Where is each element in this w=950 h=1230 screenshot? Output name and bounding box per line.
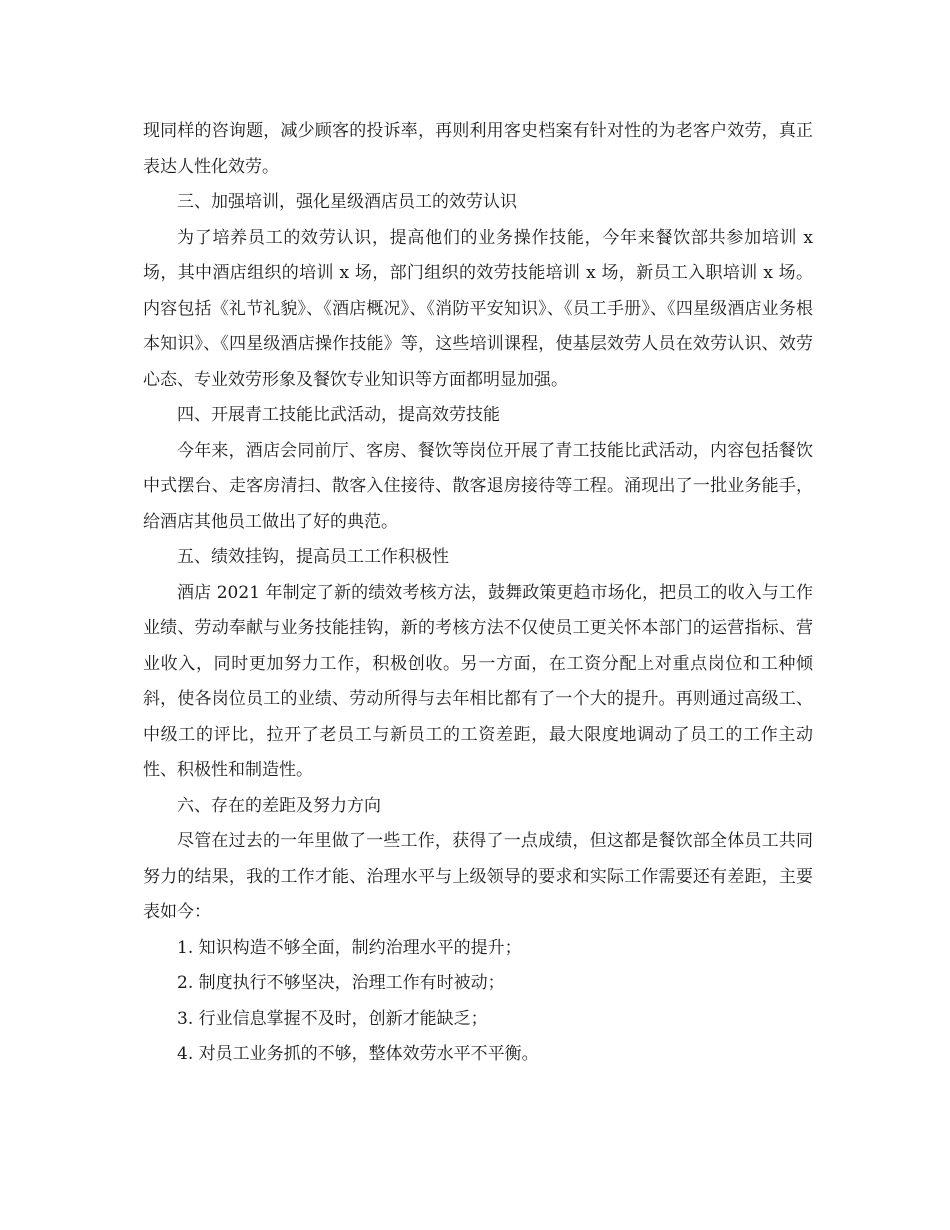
section-heading-6: 六、存在的差距及努力方向 [177, 795, 381, 816]
list-item: 4. 对员工业务抓的不够，整体效劳水平不平衡。 [177, 1044, 539, 1064]
paragraph-training: 为了培养员工的效劳认识，提高他们的业务操作技能，今年来餐饮部共参加培训 x 场，其中酒店组织的培训 x 场，部门组织的效劳技能培训 x 场，新员工入职培训 x 场。内容包括《礼节礼貌》、《酒店概况》、《消防平安知识》、《员工手册》、《四星级酒店业务根本知识》、《四星级酒店操作技能》等，这些培训课程，使基层效劳人员在效劳认识、效劳心态、专业效劳形象及餐饮专业知识等方面都明显加强。 [143, 227, 813, 390]
paragraph-skills-competition: 今年来，酒店会同前厅、客房、餐饮等岗位开展了青工技能比武活动，内容包括餐饮中式摆台、走客房清扫、散客入住接待、散客退房接待等工程。涌现出了一批业务能手，给酒店其他员工做出了好的典范。 [143, 440, 813, 532]
paragraph-gaps: 尽管在过去的一年里做了一些工作，获得了一点成绩，但这都是餐饮部全体员工共同努力的结果，我的工作才能、治理水平与上级领导的要求和实际工作需要还有差距，主要表如今： [143, 831, 813, 922]
list-item: 2. 制度执行不够坚决，治理工作有时被动； [177, 973, 505, 993]
list-item: 1. 知识构造不够全面，制约治理水平的提升； [177, 937, 522, 958]
section-heading-3: 三、加强培训，强化星级酒店员工的效劳认识 [177, 192, 517, 212]
paragraph-continuation: 现同样的咨询题，减少顾客的投诉率，再则利用客史档案有针对性的为老客户效劳，真正表达人性化效劳。 [143, 121, 813, 177]
section-heading-5: 五、绩效挂钩，提高员工工作积极性 [177, 547, 449, 567]
section-heading-4: 四、开展青工技能比武活动，提高效劳技能 [177, 405, 500, 425]
paragraph-performance: 酒店 2021 年制定了新的绩效考核方法，鼓舞政策更趋市场化，把员工的收入与工作业绩、劳动奉献与业务技能挂钩，新的考核方法不仅使员工更关怀本部门的运营指标、营业收入，同时更加努力工作，积极创收。另一方面，在工资分配上对重点岗位和工种倾斜，使各岗位员工的业绩、劳动所得与去年相比都有了一个大的提升。再则通过高级工、中级工的评比，拉开了老员工与新员工的工资差距，最大限度地调动了员工的工作主动性、积极性和制造性。 [143, 582, 813, 780]
list-item: 3. 行业信息掌握不及时，创新才能缺乏； [177, 1008, 488, 1029]
document-body [143, 114, 813, 1073]
